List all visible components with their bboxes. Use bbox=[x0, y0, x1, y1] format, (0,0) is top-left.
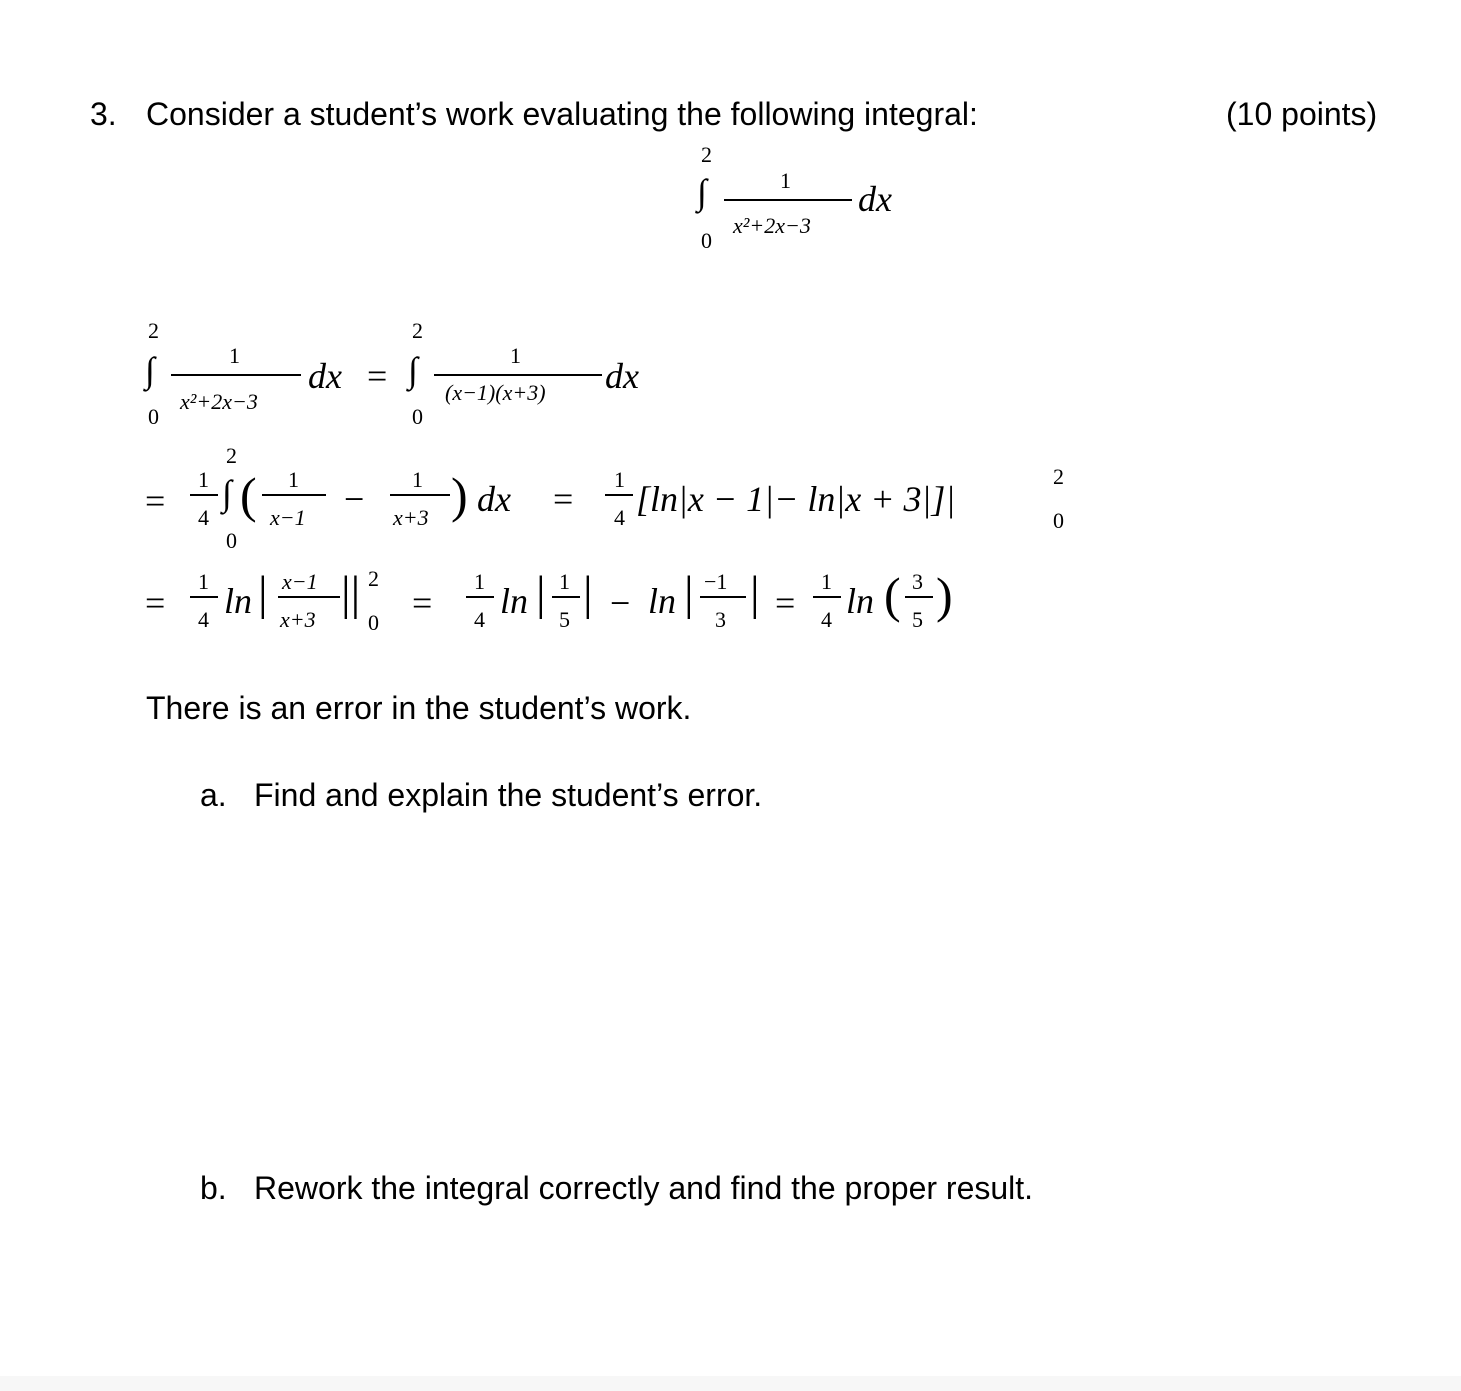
line1-equals: = bbox=[367, 356, 388, 396]
line3-frac-numerator: x−1 bbox=[282, 569, 318, 594]
integral-differential: dx bbox=[858, 179, 892, 219]
line3-c-numerator: 3 bbox=[912, 569, 923, 594]
line3-frac-bar bbox=[278, 596, 340, 598]
line3-coef3-bar bbox=[813, 596, 841, 598]
line2-minus: − bbox=[344, 479, 365, 519]
line1-left-denominator: x²+2x−3 bbox=[180, 389, 258, 414]
line3-frac-denominator: x+3 bbox=[280, 607, 316, 632]
line2-coef2-denominator: 4 bbox=[614, 505, 625, 530]
line2-term1-numerator: 1 bbox=[288, 467, 299, 492]
part-b-letter: b. bbox=[200, 1170, 227, 1206]
line3-c-denominator: 5 bbox=[912, 607, 923, 632]
line3-a-numerator: 1 bbox=[559, 569, 570, 594]
line3-abs2-left: | bbox=[536, 567, 546, 620]
line2-equals-2: = bbox=[553, 479, 574, 519]
line1-left-integral-sign: ∫ bbox=[145, 350, 155, 390]
line3-ln: ln bbox=[224, 581, 253, 621]
line3-abs3-right: | bbox=[750, 567, 760, 620]
line3-coef-denominator: 4 bbox=[198, 607, 209, 632]
line1-right-fraction-bar bbox=[434, 374, 602, 376]
line3-b-bar bbox=[700, 596, 746, 598]
line3-equals-3: = bbox=[775, 583, 796, 623]
line3-abs2-right: | bbox=[583, 567, 593, 620]
line1-right-denominator: (x−1)(x+3) bbox=[445, 380, 546, 405]
line3-coef2-denominator: 4 bbox=[474, 607, 485, 632]
question-number: 3. bbox=[90, 96, 117, 132]
line3-minus: − bbox=[610, 583, 631, 623]
line2-eval-lower: 0 bbox=[1053, 508, 1064, 533]
line3-abs3-left: | bbox=[684, 567, 694, 620]
line2-coef-denominator: 4 bbox=[198, 505, 209, 530]
line3-equals-2: = bbox=[412, 583, 433, 623]
line3-ln-2: ln bbox=[500, 581, 529, 621]
line3-close-paren: ) bbox=[936, 567, 953, 623]
line2-coef-bar bbox=[190, 494, 218, 496]
line2-term1-bar bbox=[262, 494, 326, 496]
line1-left-lower: 0 bbox=[148, 404, 159, 429]
line2-coef2-bar bbox=[605, 494, 633, 496]
line3-ln-4: ln bbox=[846, 581, 875, 621]
line3-eval-upper: 2 bbox=[368, 566, 379, 591]
line3-coef3-denominator: 4 bbox=[821, 607, 832, 632]
line3-coef-numerator: 1 bbox=[198, 569, 209, 594]
line1-right-integral-sign: ∫ bbox=[408, 350, 418, 390]
integral-sign: ∫ bbox=[697, 172, 707, 212]
line3-abs-right: || bbox=[341, 567, 361, 620]
line3-b-denominator: 3 bbox=[715, 607, 726, 632]
line1-right-lower: 0 bbox=[412, 404, 423, 429]
integral-upper-bound: 2 bbox=[701, 142, 712, 167]
question-points: (10 points) bbox=[1226, 96, 1378, 132]
line2-term1-denominator: x−1 bbox=[270, 505, 306, 530]
line2-bracket-expression: [ln|x − 1|− ln|x + 3|]| bbox=[636, 479, 956, 519]
integral-fraction-bar bbox=[724, 199, 852, 201]
line3-c-bar bbox=[905, 596, 933, 598]
part-a-letter: a. bbox=[200, 777, 227, 813]
line2-term2-bar bbox=[390, 494, 450, 496]
line3-ln-3: ln bbox=[648, 581, 677, 621]
bottom-edge bbox=[0, 1376, 1461, 1391]
line1-left-numerator: 1 bbox=[229, 343, 240, 368]
error-statement: There is an error in the student’s work. bbox=[146, 690, 692, 726]
line2-term2-numerator: 1 bbox=[412, 467, 423, 492]
line2-integral-sign: ∫ bbox=[222, 473, 232, 513]
line3-coef2-bar bbox=[466, 596, 494, 598]
line3-eval-lower: 0 bbox=[368, 610, 379, 635]
line2-dx: dx bbox=[477, 479, 511, 519]
line3-coef-bar bbox=[190, 596, 218, 598]
line1-right-dx: dx bbox=[605, 356, 639, 396]
integral-lower-bound: 0 bbox=[701, 228, 712, 253]
line2-close-paren: ) bbox=[451, 467, 468, 523]
line2-term2-denominator: x+3 bbox=[393, 505, 429, 530]
line1-left-fraction-bar bbox=[171, 374, 301, 376]
line3-a-bar bbox=[552, 596, 580, 598]
line3-coef3-numerator: 1 bbox=[821, 569, 832, 594]
integral-numerator: 1 bbox=[780, 168, 791, 193]
line2-equals: = bbox=[145, 481, 166, 521]
line3-equals: = bbox=[145, 583, 166, 623]
line3-b-numerator: −1 bbox=[704, 569, 728, 594]
line1-right-upper: 2 bbox=[412, 318, 423, 343]
line1-left-upper: 2 bbox=[148, 318, 159, 343]
line3-open-paren: ( bbox=[884, 567, 901, 623]
line3-a-denominator: 5 bbox=[559, 607, 570, 632]
question-prompt: Consider a student’s work evaluating the following integral: bbox=[146, 96, 978, 132]
line2-coef-numerator: 1 bbox=[198, 467, 209, 492]
integral-denominator: x²+2x−3 bbox=[733, 213, 811, 238]
line2-upper: 2 bbox=[226, 443, 237, 468]
line2-open-paren: ( bbox=[240, 467, 257, 523]
line1-right-numerator: 1 bbox=[510, 343, 521, 368]
line3-abs-left: | bbox=[258, 567, 268, 620]
line2-eval-upper: 2 bbox=[1053, 464, 1064, 489]
part-b-text: Rework the integral correctly and find the proper result. bbox=[254, 1170, 1034, 1206]
line2-coef2-numerator: 1 bbox=[614, 467, 625, 492]
line3-coef2-numerator: 1 bbox=[474, 569, 485, 594]
part-a-text: Find and explain the student’s error. bbox=[254, 777, 763, 813]
line1-left-dx: dx bbox=[308, 356, 342, 396]
line2-lower: 0 bbox=[226, 528, 237, 553]
